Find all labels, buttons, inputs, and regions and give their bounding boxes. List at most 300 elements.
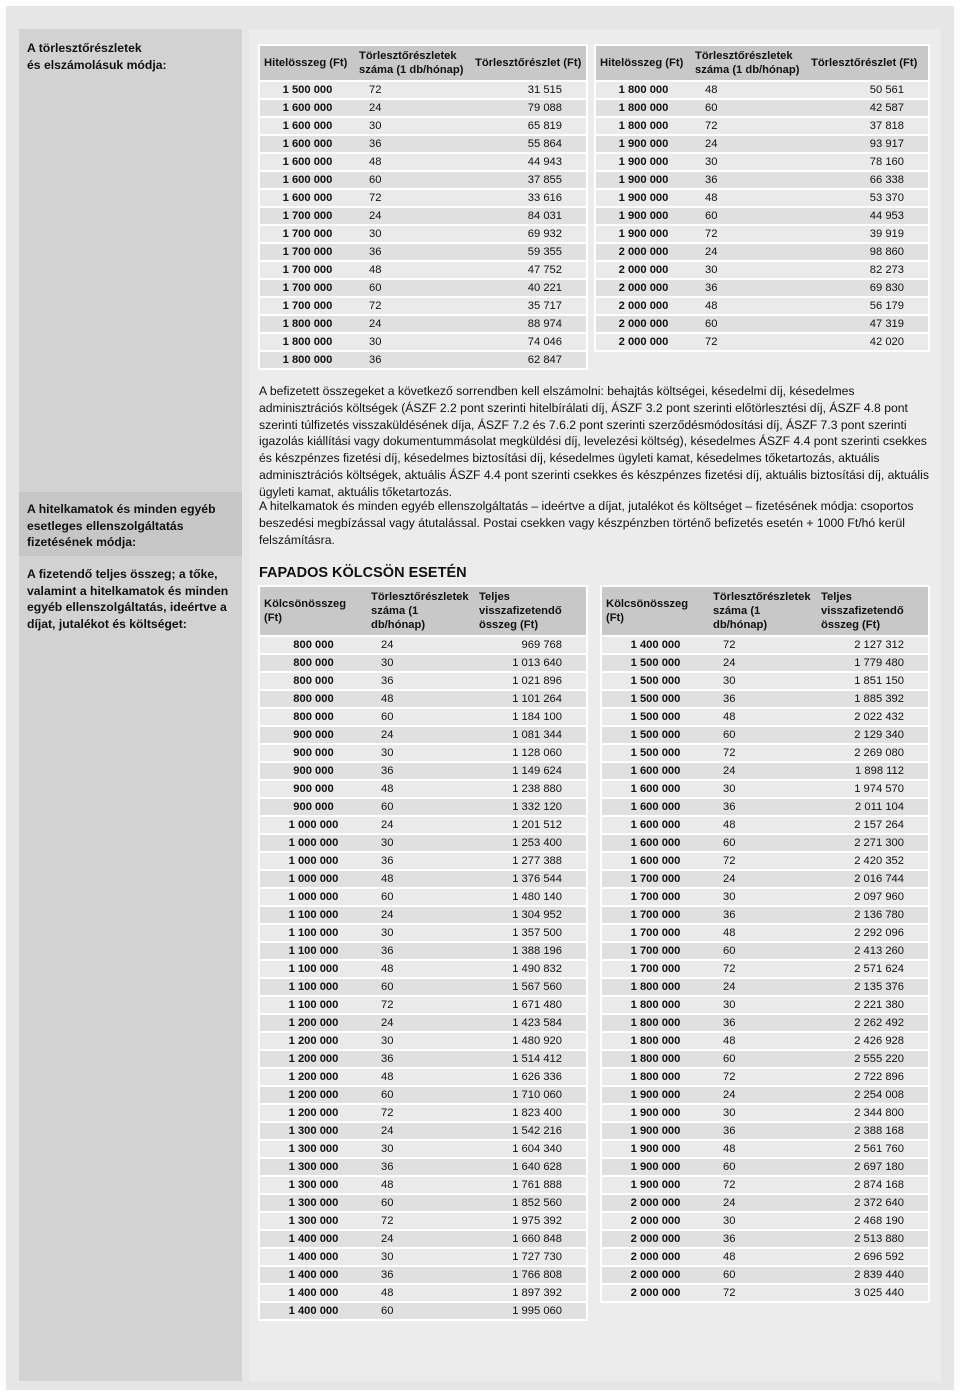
table-row bbox=[601, 1284, 929, 1302]
cell-amount: 37 855 bbox=[471, 171, 587, 189]
cell-amount: 1 761 888 bbox=[475, 1176, 587, 1194]
cell-amount: 1 567 560 bbox=[475, 978, 587, 996]
cell-amount: 47 752 bbox=[471, 261, 587, 279]
cell-installment-count: 36 bbox=[691, 279, 807, 297]
table-row bbox=[259, 636, 587, 654]
cell-loan-amount: 1 900 000 bbox=[595, 207, 691, 225]
table-row bbox=[601, 1122, 929, 1140]
cell-amount: 69 830 bbox=[807, 279, 929, 297]
total-repayment-table-right bbox=[600, 585, 930, 1303]
table-row bbox=[601, 1158, 929, 1176]
cell-loan-amount: 1 700 000 bbox=[259, 225, 355, 243]
table-row bbox=[259, 1122, 587, 1140]
cell-loan-amount: 1 400 000 bbox=[259, 1284, 367, 1302]
table-row bbox=[259, 81, 587, 99]
cell-installment-count: 72 bbox=[691, 225, 807, 243]
table-row bbox=[595, 333, 929, 351]
cell-installment-count: 30 bbox=[691, 153, 807, 171]
header-installment-count: Törlesztőrészletek száma (1 db/hónap) bbox=[709, 586, 817, 636]
cell-installment-count: 36 bbox=[367, 1266, 475, 1284]
cell-loan-amount: 1 200 000 bbox=[259, 1086, 367, 1104]
cell-loan-amount: 900 000 bbox=[259, 798, 367, 816]
cell-amount: 53 370 bbox=[807, 189, 929, 207]
cell-loan-amount: 1 800 000 bbox=[601, 1050, 709, 1068]
cell-amount: 2 127 312 bbox=[817, 636, 929, 654]
cell-amount: 2 292 096 bbox=[817, 924, 929, 942]
table-row bbox=[259, 1284, 587, 1302]
table-row bbox=[601, 1230, 929, 1248]
cell-amount: 42 020 bbox=[807, 333, 929, 351]
cell-installment-count: 72 bbox=[355, 297, 471, 315]
cell-amount: 74 046 bbox=[471, 333, 587, 351]
table-row bbox=[601, 960, 929, 978]
cell-amount: 37 818 bbox=[807, 117, 929, 135]
cell-loan-amount: 1 200 000 bbox=[259, 1050, 367, 1068]
table-row bbox=[259, 243, 587, 261]
cell-installment-count: 48 bbox=[367, 960, 475, 978]
table-row bbox=[259, 1032, 587, 1050]
table-row bbox=[259, 816, 587, 834]
cell-installment-count: 60 bbox=[355, 171, 471, 189]
cell-installment-count: 36 bbox=[709, 1230, 817, 1248]
table-row bbox=[259, 1158, 587, 1176]
cell-amount: 33 616 bbox=[471, 189, 587, 207]
cell-installment-count: 36 bbox=[367, 942, 475, 960]
cell-loan-amount: 2 000 000 bbox=[601, 1194, 709, 1212]
cell-amount: 2 011 104 bbox=[817, 798, 929, 816]
cell-loan-amount: 1 100 000 bbox=[259, 942, 367, 960]
cell-loan-amount: 1 900 000 bbox=[601, 1086, 709, 1104]
cell-loan-amount: 2 000 000 bbox=[601, 1212, 709, 1230]
table-row bbox=[595, 261, 929, 279]
cell-amount: 1 823 400 bbox=[475, 1104, 587, 1122]
cell-loan-amount: 900 000 bbox=[259, 726, 367, 744]
cell-loan-amount: 1 100 000 bbox=[259, 978, 367, 996]
cell-installment-count: 24 bbox=[709, 1086, 817, 1104]
cell-loan-amount: 1 500 000 bbox=[601, 744, 709, 762]
label-payment-method: A törlesztőrészletek és elszámolásuk módja: bbox=[27, 41, 167, 72]
cell-amount: 55 864 bbox=[471, 135, 587, 153]
cell-installment-count: 36 bbox=[709, 798, 817, 816]
cell-amount: 1 710 060 bbox=[475, 1086, 587, 1104]
cell-installment-count: 60 bbox=[367, 1086, 475, 1104]
header-total-repayment: Teljes visszafizetendő összeg (Ft) bbox=[817, 586, 929, 636]
total-repayment-table-left bbox=[258, 585, 588, 1321]
table-row bbox=[259, 315, 587, 333]
table-row bbox=[259, 780, 587, 798]
cell-amount: 1 897 392 bbox=[475, 1284, 587, 1302]
cell-installment-count: 48 bbox=[355, 153, 471, 171]
cell-amount: 1 480 920 bbox=[475, 1032, 587, 1050]
cell-amount: 2 561 760 bbox=[817, 1140, 929, 1158]
cell-installment-count: 60 bbox=[709, 726, 817, 744]
cell-installment-count: 48 bbox=[709, 924, 817, 942]
cell-amount: 2 468 190 bbox=[817, 1212, 929, 1230]
cell-amount: 2 839 440 bbox=[817, 1266, 929, 1284]
cell-amount: 2 097 960 bbox=[817, 888, 929, 906]
cell-installment-count: 72 bbox=[691, 117, 807, 135]
cell-amount: 31 515 bbox=[471, 81, 587, 99]
cell-amount: 93 917 bbox=[807, 135, 929, 153]
cell-installment-count: 48 bbox=[709, 1140, 817, 1158]
table-row bbox=[601, 690, 929, 708]
table-row bbox=[601, 1050, 929, 1068]
table-row bbox=[601, 978, 929, 996]
cell-installment-count: 48 bbox=[367, 1284, 475, 1302]
table-row bbox=[595, 315, 929, 333]
cell-amount: 1 332 120 bbox=[475, 798, 587, 816]
cell-loan-amount: 2 000 000 bbox=[595, 297, 691, 315]
cell-installment-count: 60 bbox=[709, 1050, 817, 1068]
cell-installment-count: 24 bbox=[709, 978, 817, 996]
cell-loan-amount: 1 900 000 bbox=[601, 1158, 709, 1176]
cell-amount: 56 179 bbox=[807, 297, 929, 315]
header-installment-count: Törlesztőrészletek száma (1 db/hónap) bbox=[691, 45, 807, 81]
cell-amount: 1 671 480 bbox=[475, 996, 587, 1014]
table-row bbox=[259, 726, 587, 744]
cell-installment-count: 72 bbox=[709, 852, 817, 870]
table-row bbox=[601, 924, 929, 942]
table-row bbox=[259, 1014, 587, 1032]
table-row bbox=[259, 225, 587, 243]
table-row bbox=[259, 1248, 587, 1266]
cell-loan-amount: 800 000 bbox=[259, 654, 367, 672]
cell-amount: 3 025 440 bbox=[817, 1284, 929, 1302]
cell-loan-amount: 1 200 000 bbox=[259, 1032, 367, 1050]
cell-loan-amount: 1 800 000 bbox=[595, 81, 691, 99]
cell-loan-amount: 1 700 000 bbox=[259, 297, 355, 315]
cell-loan-amount: 800 000 bbox=[259, 672, 367, 690]
table-row bbox=[595, 117, 929, 135]
cell-amount: 1 201 512 bbox=[475, 816, 587, 834]
cell-loan-amount: 1 400 000 bbox=[259, 1248, 367, 1266]
cell-loan-amount: 900 000 bbox=[259, 780, 367, 798]
cell-installment-count: 72 bbox=[709, 1068, 817, 1086]
cell-installment-count: 60 bbox=[691, 207, 807, 225]
cell-amount: 40 221 bbox=[471, 279, 587, 297]
cell-loan-amount: 1 600 000 bbox=[259, 171, 355, 189]
cell-loan-amount: 1 900 000 bbox=[595, 135, 691, 153]
cell-installment-count: 36 bbox=[355, 243, 471, 261]
table-row bbox=[259, 1050, 587, 1068]
cell-loan-amount: 1 900 000 bbox=[595, 171, 691, 189]
cell-loan-amount: 1 100 000 bbox=[259, 996, 367, 1014]
cell-installment-count: 36 bbox=[709, 690, 817, 708]
cell-amount: 1 766 808 bbox=[475, 1266, 587, 1284]
installments-table-left bbox=[258, 44, 588, 370]
cell-loan-amount: 1 700 000 bbox=[259, 243, 355, 261]
table-row bbox=[601, 1032, 929, 1050]
table-row bbox=[259, 960, 587, 978]
table-header-row bbox=[601, 586, 929, 636]
table-row bbox=[601, 1194, 929, 1212]
cell-installment-count: 24 bbox=[355, 207, 471, 225]
cell-loan-amount: 1 500 000 bbox=[601, 690, 709, 708]
cell-loan-amount: 1 600 000 bbox=[601, 798, 709, 816]
table-row bbox=[259, 1176, 587, 1194]
cell-amount: 1 357 500 bbox=[475, 924, 587, 942]
table-row bbox=[259, 297, 587, 315]
table-row bbox=[259, 1140, 587, 1158]
cell-amount: 2 697 180 bbox=[817, 1158, 929, 1176]
cell-loan-amount: 1 500 000 bbox=[601, 708, 709, 726]
cell-loan-amount: 800 000 bbox=[259, 636, 367, 654]
cell-loan-amount: 1 600 000 bbox=[601, 834, 709, 852]
cell-installment-count: 60 bbox=[709, 1158, 817, 1176]
cell-amount: 2 129 340 bbox=[817, 726, 929, 744]
cell-installment-count: 36 bbox=[709, 1122, 817, 1140]
cell-loan-amount: 1 800 000 bbox=[601, 1014, 709, 1032]
cell-loan-amount: 1 800 000 bbox=[259, 315, 355, 333]
cell-installment-count: 72 bbox=[367, 1212, 475, 1230]
cell-installment-count: 72 bbox=[367, 1104, 475, 1122]
cell-amount: 1 975 392 bbox=[475, 1212, 587, 1230]
cell-amount: 1 304 952 bbox=[475, 906, 587, 924]
table-row bbox=[601, 870, 929, 888]
cell-amount: 1 423 584 bbox=[475, 1014, 587, 1032]
cell-amount: 2 420 352 bbox=[817, 852, 929, 870]
table-row bbox=[601, 1014, 929, 1032]
table-row bbox=[259, 1104, 587, 1122]
cell-installment-count: 24 bbox=[709, 654, 817, 672]
cell-amount: 2 388 168 bbox=[817, 1122, 929, 1140]
cell-amount: 79 088 bbox=[471, 99, 587, 117]
cell-installment-count: 72 bbox=[355, 81, 471, 99]
cell-loan-amount: 1 700 000 bbox=[601, 870, 709, 888]
cell-loan-amount: 1 700 000 bbox=[259, 279, 355, 297]
cell-installment-count: 30 bbox=[367, 744, 475, 762]
table-row bbox=[259, 261, 587, 279]
cell-loan-amount: 900 000 bbox=[259, 762, 367, 780]
cell-installment-count: 36 bbox=[355, 351, 471, 369]
cell-amount: 59 355 bbox=[471, 243, 587, 261]
cell-amount: 47 319 bbox=[807, 315, 929, 333]
header-loan-amount: Hitelösszeg (Ft) bbox=[595, 45, 691, 81]
cell-installment-count: 24 bbox=[709, 762, 817, 780]
cell-amount: 1 542 216 bbox=[475, 1122, 587, 1140]
table-row bbox=[601, 636, 929, 654]
cell-installment-count: 60 bbox=[691, 315, 807, 333]
table-row bbox=[259, 153, 587, 171]
table-row bbox=[259, 996, 587, 1014]
cell-installment-count: 30 bbox=[691, 261, 807, 279]
cell-loan-amount: 1 800 000 bbox=[601, 978, 709, 996]
cell-loan-amount: 1 600 000 bbox=[601, 852, 709, 870]
cell-installment-count: 60 bbox=[709, 942, 817, 960]
table-header-row bbox=[259, 45, 587, 81]
table-row bbox=[259, 942, 587, 960]
cell-loan-amount: 800 000 bbox=[259, 690, 367, 708]
cell-installment-count: 60 bbox=[355, 279, 471, 297]
cell-installment-count: 60 bbox=[709, 834, 817, 852]
table-row bbox=[259, 1230, 587, 1248]
table-row bbox=[601, 708, 929, 726]
table-row bbox=[595, 225, 929, 243]
header-installment-count: Törlesztőrészletek száma (1 db/hónap) bbox=[355, 45, 471, 81]
label-total-amount: A fizetendő teljes összeg; a tőke, valamint a hitelkamatok és minden egyéb ellenszolgáltatás, ideértve a díjat, jutalékot és költséget: bbox=[27, 567, 229, 631]
cell-installment-count: 36 bbox=[367, 672, 475, 690]
cell-installment-count: 72 bbox=[709, 744, 817, 762]
cell-amount: 2 135 376 bbox=[817, 978, 929, 996]
cell-installment-count: 30 bbox=[367, 924, 475, 942]
cell-loan-amount: 1 500 000 bbox=[601, 672, 709, 690]
table-row bbox=[259, 744, 587, 762]
cell-amount: 1 974 570 bbox=[817, 780, 929, 798]
cell-loan-amount: 1 700 000 bbox=[259, 207, 355, 225]
cell-loan-amount: 1 800 000 bbox=[601, 996, 709, 1014]
cell-amount: 1 995 060 bbox=[475, 1302, 587, 1320]
cell-loan-amount: 1 500 000 bbox=[601, 726, 709, 744]
header-installment: Törlesztőrészlet (Ft) bbox=[471, 45, 587, 81]
cell-loan-amount: 1 600 000 bbox=[259, 189, 355, 207]
cell-loan-amount: 1 600 000 bbox=[601, 780, 709, 798]
cell-installment-count: 72 bbox=[709, 1284, 817, 1302]
cell-loan-amount: 1 800 000 bbox=[595, 99, 691, 117]
cell-installment-count: 24 bbox=[355, 315, 471, 333]
table-row bbox=[259, 279, 587, 297]
table-row bbox=[595, 81, 929, 99]
table-row bbox=[601, 816, 929, 834]
cell-amount: 2 221 380 bbox=[817, 996, 929, 1014]
cell-loan-amount: 1 000 000 bbox=[259, 852, 367, 870]
cell-installment-count: 36 bbox=[709, 1014, 817, 1032]
cell-amount: 1 851 150 bbox=[817, 672, 929, 690]
cell-loan-amount: 1 900 000 bbox=[601, 1104, 709, 1122]
cell-loan-amount: 1 600 000 bbox=[259, 153, 355, 171]
cell-installment-count: 24 bbox=[367, 1014, 475, 1032]
cell-installment-count: 60 bbox=[709, 1266, 817, 1284]
cell-loan-amount: 1 400 000 bbox=[259, 1266, 367, 1284]
table-row bbox=[601, 654, 929, 672]
cell-amount: 88 974 bbox=[471, 315, 587, 333]
cell-amount: 1 490 832 bbox=[475, 960, 587, 978]
cell-loan-amount: 1 800 000 bbox=[601, 1032, 709, 1050]
cell-installment-count: 60 bbox=[367, 888, 475, 906]
cell-amount: 2 016 744 bbox=[817, 870, 929, 888]
table-row bbox=[259, 135, 587, 153]
cell-amount: 44 953 bbox=[807, 207, 929, 225]
table-row bbox=[601, 1212, 929, 1230]
cell-installment-count: 72 bbox=[709, 636, 817, 654]
cell-amount: 1 149 624 bbox=[475, 762, 587, 780]
table-row bbox=[601, 780, 929, 798]
table-row bbox=[601, 888, 929, 906]
cell-installment-count: 72 bbox=[709, 1176, 817, 1194]
cell-loan-amount: 1 100 000 bbox=[259, 960, 367, 978]
cell-installment-count: 24 bbox=[709, 1194, 817, 1212]
cell-loan-amount: 1 300 000 bbox=[259, 1158, 367, 1176]
cell-loan-amount: 1 900 000 bbox=[601, 1176, 709, 1194]
cell-loan-amount: 1 000 000 bbox=[259, 834, 367, 852]
cell-installment-count: 72 bbox=[691, 333, 807, 351]
cell-amount: 1 604 340 bbox=[475, 1140, 587, 1158]
cell-loan-amount: 1 300 000 bbox=[259, 1122, 367, 1140]
table-row bbox=[601, 726, 929, 744]
cell-amount: 2 269 080 bbox=[817, 744, 929, 762]
table-row bbox=[259, 99, 587, 117]
table-row bbox=[595, 207, 929, 225]
cell-installment-count: 36 bbox=[691, 171, 807, 189]
cell-loan-amount: 1 400 000 bbox=[259, 1230, 367, 1248]
table-header-row bbox=[259, 586, 587, 636]
cell-loan-amount: 1 800 000 bbox=[259, 351, 355, 369]
cell-amount: 2 262 492 bbox=[817, 1014, 929, 1032]
cell-loan-amount: 1 900 000 bbox=[595, 189, 691, 207]
cell-loan-amount: 1 700 000 bbox=[601, 960, 709, 978]
cell-amount: 98 860 bbox=[807, 243, 929, 261]
cell-amount: 1 128 060 bbox=[475, 744, 587, 762]
table-row bbox=[595, 243, 929, 261]
table-row bbox=[259, 708, 587, 726]
cell-installment-count: 30 bbox=[355, 333, 471, 351]
cell-loan-amount: 1 900 000 bbox=[601, 1122, 709, 1140]
cell-loan-amount: 1 100 000 bbox=[259, 906, 367, 924]
cell-installment-count: 60 bbox=[691, 99, 807, 117]
cell-loan-amount: 2 000 000 bbox=[595, 261, 691, 279]
table-row bbox=[601, 762, 929, 780]
cell-loan-amount: 1 700 000 bbox=[601, 924, 709, 942]
cell-amount: 2 372 640 bbox=[817, 1194, 929, 1212]
cell-amount: 82 273 bbox=[807, 261, 929, 279]
cell-loan-amount: 1 900 000 bbox=[595, 153, 691, 171]
cell-loan-amount: 2 000 000 bbox=[601, 1266, 709, 1284]
cell-amount: 1 885 392 bbox=[817, 690, 929, 708]
cell-amount: 69 932 bbox=[471, 225, 587, 243]
cell-amount: 1 277 388 bbox=[475, 852, 587, 870]
cell-amount: 1 898 112 bbox=[817, 762, 929, 780]
cell-installment-count: 48 bbox=[709, 1248, 817, 1266]
cell-loan-amount: 1 500 000 bbox=[601, 654, 709, 672]
cell-installment-count: 24 bbox=[709, 870, 817, 888]
cell-installment-count: 30 bbox=[367, 654, 475, 672]
cell-loan-amount: 1 000 000 bbox=[259, 888, 367, 906]
cell-amount: 2 136 780 bbox=[817, 906, 929, 924]
cell-loan-amount: 1 900 000 bbox=[601, 1140, 709, 1158]
cell-amount: 1 727 730 bbox=[475, 1248, 587, 1266]
table-row bbox=[259, 654, 587, 672]
cell-amount: 1 376 544 bbox=[475, 870, 587, 888]
header-loan-amount: Hitelösszeg (Ft) bbox=[259, 45, 355, 81]
cell-amount: 2 513 880 bbox=[817, 1230, 929, 1248]
cell-loan-amount: 1 800 000 bbox=[595, 117, 691, 135]
cell-installment-count: 36 bbox=[367, 762, 475, 780]
cell-loan-amount: 1 200 000 bbox=[259, 1068, 367, 1086]
cell-amount: 2 722 896 bbox=[817, 1068, 929, 1086]
cell-installment-count: 48 bbox=[691, 297, 807, 315]
cell-loan-amount: 2 000 000 bbox=[601, 1248, 709, 1266]
table-row bbox=[259, 888, 587, 906]
table-row bbox=[259, 1068, 587, 1086]
label-column bbox=[19, 29, 242, 1381]
cell-amount: 1 640 628 bbox=[475, 1158, 587, 1176]
table-row bbox=[259, 798, 587, 816]
table-row bbox=[259, 1302, 587, 1320]
table-row bbox=[595, 153, 929, 171]
cell-amount: 969 768 bbox=[475, 636, 587, 654]
cell-installment-count: 30 bbox=[367, 834, 475, 852]
cell-amount: 2 426 928 bbox=[817, 1032, 929, 1050]
cell-amount: 1 021 896 bbox=[475, 672, 587, 690]
cell-installment-count: 30 bbox=[355, 117, 471, 135]
cell-loan-amount: 2 000 000 bbox=[595, 333, 691, 351]
cell-amount: 2 874 168 bbox=[817, 1176, 929, 1194]
cell-loan-amount: 1 600 000 bbox=[259, 117, 355, 135]
cell-installment-count: 36 bbox=[355, 135, 471, 153]
cell-amount: 1 480 140 bbox=[475, 888, 587, 906]
table-row bbox=[601, 1248, 929, 1266]
cell-amount: 2 571 624 bbox=[817, 960, 929, 978]
cell-loan-amount: 1 700 000 bbox=[601, 888, 709, 906]
